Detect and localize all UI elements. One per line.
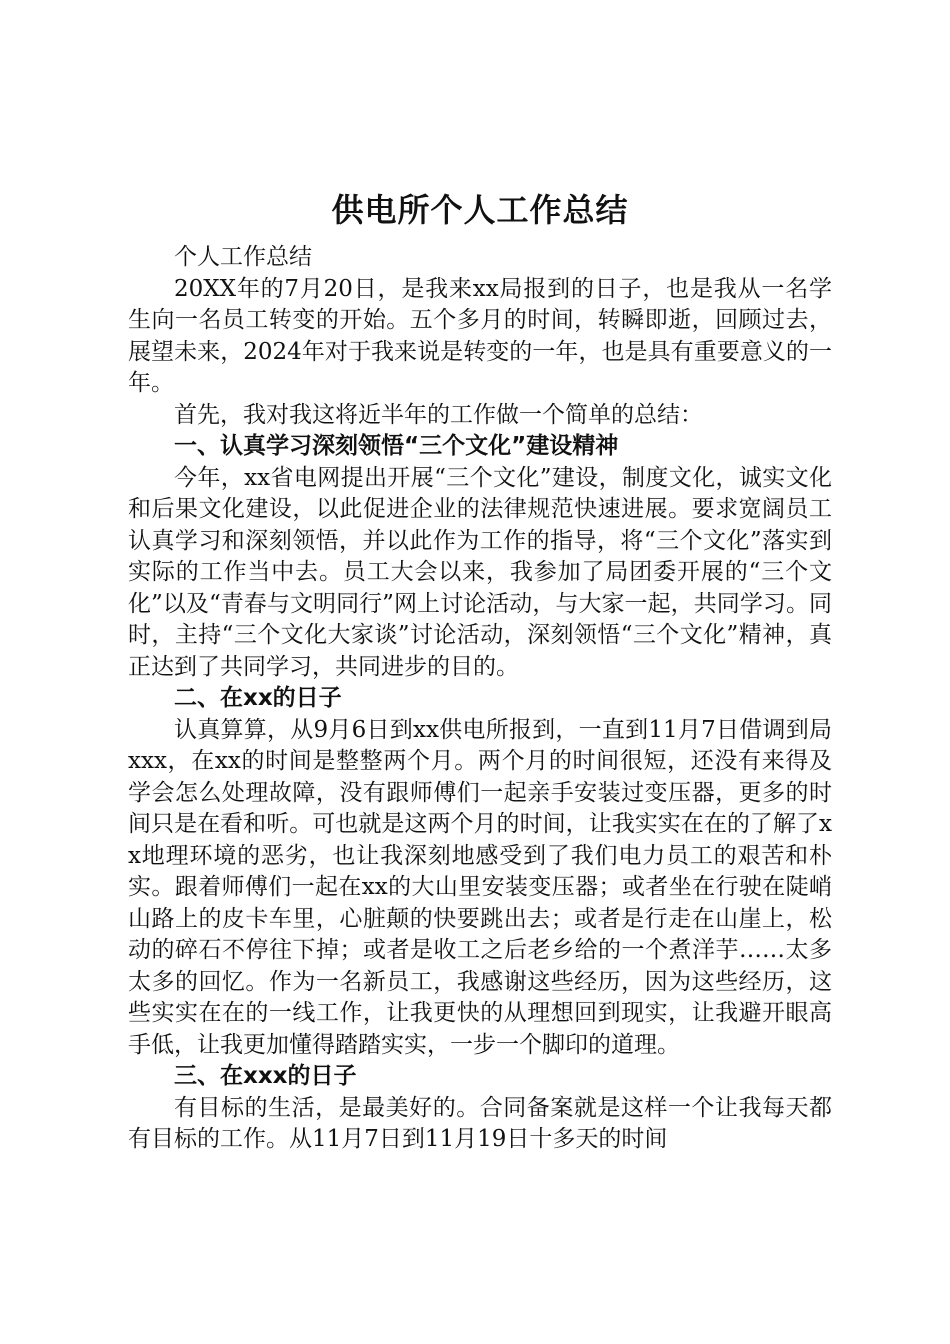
section-2-paragraph: 认真算算，从9月6日到xx供电所报到，一直到11月7日借调到局xxx，在xx的时间是整整两个月。两个月的时间很短，还没有来得及学会怎么处理故障，没有跟师傅们一起亲手安装过变压器，更多的时间只是在看和听。可也就是这两个月的时间，让我实实在在的了解了xx地理环境的恶劣，也让我深刻地感受到了我们电力员工的艰苦和朴实。跟着师傅们一起在xx的大山里安装变压器；或者坐在行驶在陡峭山路上的皮卡车里，心脏颠的快要跳出去；或者是行走在山崖上，松动的碎石不停往下掉；或者是收工之后老乡给的一个煮洋芋……太多太多的回忆。作为一名新员工，我感谢这些经历，因为这些经历，这些实实在在的一线工作，让我更快的从理想回到现实，让我避开眼高手低，让我更加懂得踏踏实实，一步一个脚印的道理。 — [128, 716, 832, 1058]
section-heading-2: 二、在xx的日子 — [174, 685, 342, 711]
intro-label: 个人工作总结 — [174, 244, 312, 270]
section-1-paragraph: 今年，xx省电网提出开展“三个文化”建设，制度文化，诚实文化和后果文化建设，以此促进企业的法律规范快速进展。要求宽阔员工认真学习和深刻领悟，并以此作为工作的指导，将“三个文化”落实到实际的工作当中去。员工大会以来，我参加了局团委开展的“三个文化”以及“青春与文明同行”网上讨论活动，与大家一起，共同学习。同时，主持“三个文化大家谈”讨论活动，深刻领悟“三个文化”精神，真正达到了共同学习，共同进步的目的。 — [128, 464, 832, 680]
section-heading-3: 三、在xxx的日子 — [174, 1063, 357, 1089]
summary-lead-paragraph: 首先，我对我这将近半年的工作做一个简单的总结： — [174, 401, 703, 428]
opening-paragraph: 20XX年的7月20日，是我来xx局报到的日子，也是我从一名学生向一名员工转变的开始。五个多月的时间，转瞬即逝，回顾过去，展望未来，2024年对于我来说是转变的一年，也是具有重要意义的一年。 — [128, 275, 832, 396]
section-3-paragraph: 有目标的生活，是最美好的。合同备案就是这样一个让我每天都有目标的工作。从11月7日到11月19日十多天的时间 — [128, 1094, 832, 1152]
section-heading-1: 一、认真学习深刻领悟“三个文化”建设精神 — [174, 433, 619, 459]
document-title: 供电所个人工作总结 — [331, 191, 629, 229]
document-body — [128, 186, 832, 1156]
